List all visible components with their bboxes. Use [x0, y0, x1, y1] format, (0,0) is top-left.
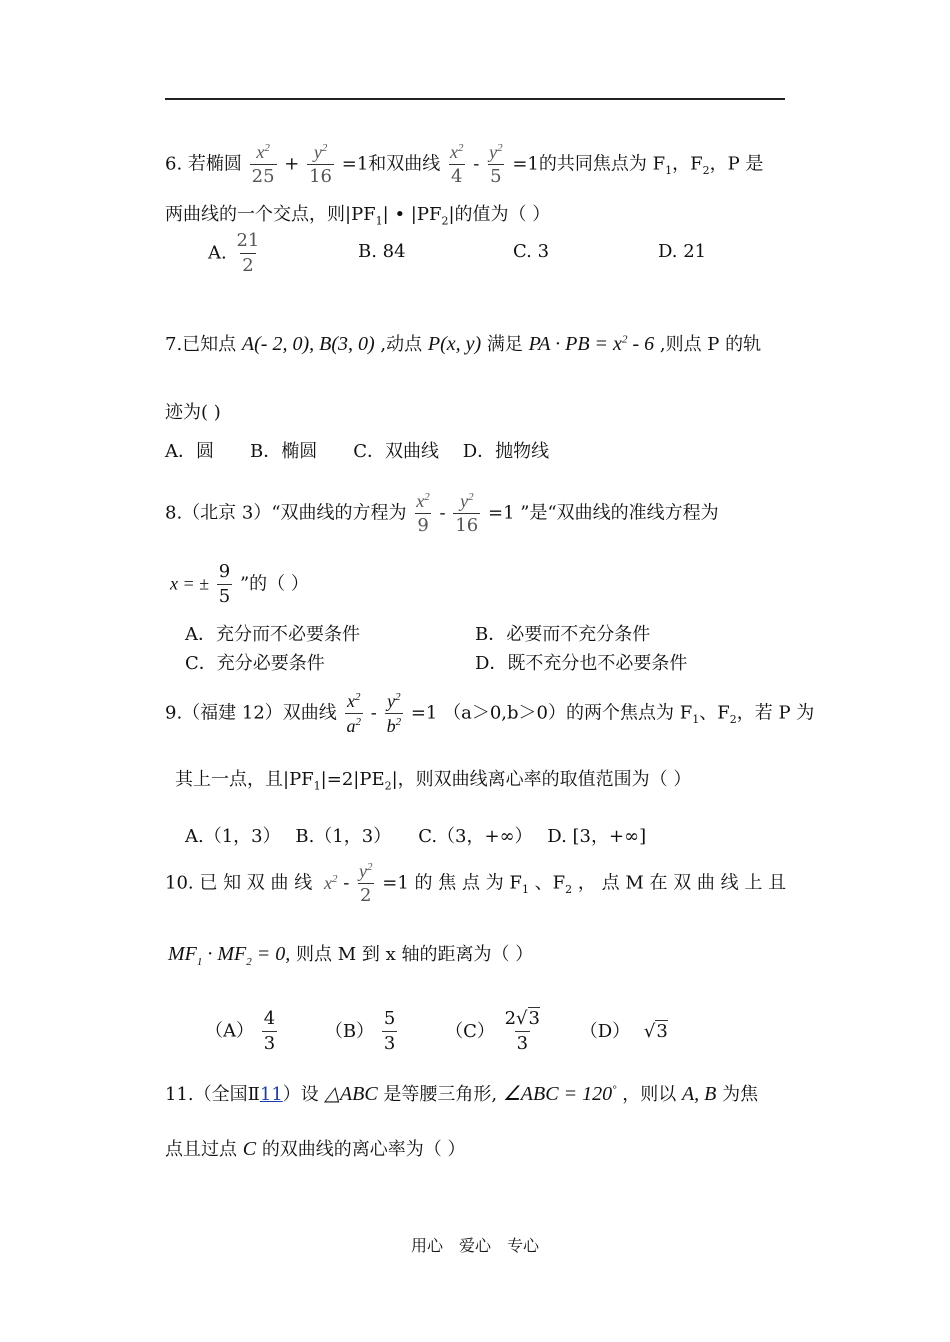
fraction: $\frac{x^2}{9}$	[416, 491, 430, 536]
math-points: A(- 2, 0), B(3, 0)	[241, 333, 375, 355]
fraction: $\frac{y^2}{2}$	[359, 861, 373, 906]
q8-option-a: A．充分而不必要条件	[185, 624, 360, 645]
q6-option-b: B. 84	[358, 241, 406, 262]
q9-line2: 其上一点，且$|PF_1|=2|PE_2|$，则双曲线离心率的取值范围为（ ）	[175, 769, 692, 793]
q8-option-b: B．必要而不充分条件	[475, 624, 651, 645]
q6-text: 6. 若椭圆	[165, 153, 242, 175]
fraction: $\frac{21}{2}$	[236, 230, 260, 276]
q6-option-d: D. 21	[658, 241, 707, 262]
math-foci: A, B	[681, 1083, 717, 1105]
q11-line1: 11.（全国Ⅱ11）设 △ABC 是等腰三角形, ∠ABC = 120° ，则以 A, B 为焦	[165, 1083, 759, 1105]
q10-line1: 10. 已 知 双 曲 线 $x^2$ - $\frac{y^2}{2}$ =1 的 焦 点 为 $F_1$ 、$F_2$ ， 点 M 在 双 曲 线 上 且	[165, 861, 787, 906]
q6-option-c: C. 3	[513, 241, 550, 262]
q6-option-a: A. $\frac{21}{2}$	[208, 230, 260, 276]
fraction: $\frac{x^2}{4}$	[450, 142, 464, 187]
q6-line2: 两曲线的一个交点，则$|PF_1|$ • $|PF_2|$的值为（ ）	[165, 204, 551, 228]
q9-options: A.（1，3） B.（1，3） C.（3，+∞） D. [3，+∞]	[185, 826, 647, 847]
fraction: $\frac{y^2}{5}$	[489, 142, 503, 187]
math-vector-product: $MF_1 \cdot MF_2 = 0$,	[168, 943, 291, 968]
fraction: $\frac{2√3}{3}$	[504, 1008, 540, 1054]
q10-options: （A） $\frac{4}{3}$ （B） $\frac{5}{3}$ （C） $\frac{2√3}{3}$ （D） √3	[205, 1008, 668, 1054]
math-point-p: P(x, y)	[427, 333, 482, 355]
q8-line2: x = ± $\frac{9}{5}$ ”的（ ）	[170, 561, 309, 607]
fraction: $\frac{4}{3}$	[263, 1008, 276, 1054]
math-triangle: △ABC	[324, 1083, 378, 1105]
q6-line1: 6. 若椭圆 $\frac{x^2}{25}$ + $\frac{y^2}{16}$ =1和双曲线 $\frac{x^2}{4}$ - $\frac{y^2}{5}$ =1的共同焦点为 $F_1$，$F_2$，P 是	[165, 142, 764, 187]
q7-line1: 7.已知点 A(- 2, 0), B(3, 0) ,动点 P(x, y) 满足 PA · PB = $x^2 - 6$ ,则点 P 的轨	[165, 333, 762, 355]
math-condition: PA · PB = $x^2 - 6$	[528, 333, 655, 355]
math-angle: ∠ABC = 120°	[502, 1083, 617, 1105]
q10-line2: $MF_1 \cdot MF_2 = 0$, 则点 M 到 x 轴的距离为（ ）	[168, 943, 534, 968]
fraction: $\frac{x^2}{25}$	[251, 142, 275, 187]
q7-options: A．圆 B．椭圆 C．双曲线 D．抛物线	[165, 441, 550, 462]
q8-option-c: C．充分必要条件	[185, 653, 325, 674]
q8-line1: 8.（北京 3）“双曲线的方程为 $\frac{x^2}{9}$ - $\frac{y^2}{16}$ =1 ”是“双曲线的准线方程为	[165, 491, 719, 536]
q9-line1: 9.（福建 12）双曲线 $\frac{x^2}{a^2}$ - $\frac{y^2}{b^2}$ =1 （a＞0,b＞0）的两个焦点为 $F_1$、$F_2$，若 P 为	[165, 691, 815, 736]
fraction: $\frac{9}{5}$	[218, 561, 231, 607]
reference-link[interactable]: 11	[259, 1084, 283, 1105]
q11-line2: 点且过点 C 的双曲线的离心率为（ ）	[165, 1138, 466, 1160]
fraction: $\frac{5}{3}$	[383, 1008, 396, 1054]
page-footer: 用心 爱心 专心	[410, 1236, 539, 1255]
fraction: $\frac{y^2}{b^2}$	[386, 691, 402, 736]
fraction: $\frac{y^2}{16}$	[455, 491, 479, 536]
header-rule	[165, 98, 785, 100]
q7-line2: 迹为( )	[165, 402, 221, 423]
fraction: $\frac{y^2}{16}$	[309, 142, 333, 187]
fraction: $\frac{x^2}{a^2}$	[346, 691, 362, 736]
q8-option-d: D．既不充分也不必要条件	[475, 653, 688, 674]
